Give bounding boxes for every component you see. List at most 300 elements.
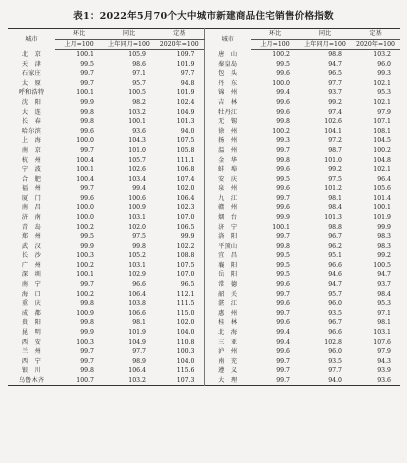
base-cell-right: 99.2 <box>377 252 391 260</box>
yoy-cell-right: 97.2 <box>328 137 342 145</box>
base-cell-right: 104.5 <box>373 137 391 145</box>
yoy-cell-left: 100.6 <box>128 194 146 202</box>
city-cell-right: 烟 台 <box>204 213 251 223</box>
yoy-cell-left: 100.1 <box>128 118 146 126</box>
base-cell-left: 107.0 <box>176 271 195 279</box>
mom-cell-right: 99.5 <box>276 252 290 260</box>
city-cell-left: 长 春 <box>21 118 42 126</box>
mom-cell-left: 99.7 <box>80 79 94 87</box>
mom-cell-right: 99.7 <box>276 194 290 202</box>
city-cell-left: 贵 阳 <box>21 319 42 327</box>
city-cell-right: 赣 州 <box>204 203 251 213</box>
base-cell-right: 98.1 <box>377 319 391 327</box>
yoy-cell-right: 97.5 <box>328 175 342 183</box>
city-cell-right: 蚌 埠 <box>204 165 251 175</box>
base-cell-right: 107.6 <box>373 338 391 346</box>
yoy-cell-right: 104.1 <box>324 127 342 135</box>
city-cell-right: 宜 昌 <box>204 251 251 261</box>
mom-cell-right: 99.6 <box>276 281 290 289</box>
mom-cell-right: 99.7 <box>276 290 290 298</box>
table-row <box>8 127 400 137</box>
base-cell-left: 106.8 <box>176 166 195 174</box>
yoy-cell-right: 94.7 <box>328 60 342 68</box>
base-cell-left: 115.6 <box>176 367 195 375</box>
mom-cell-left: 99.7 <box>80 146 94 154</box>
yoy-cell-right: 93.7 <box>328 89 342 97</box>
base-cell-left: 102.0 <box>176 319 195 327</box>
yoy-cell-left: 103.2 <box>128 108 146 116</box>
mom-header-right: 环比 <box>251 29 299 40</box>
mom-cell-right: 100.2 <box>272 127 290 135</box>
city-cell-right: 徐 州 <box>204 127 251 137</box>
base-cell-left: 102.4 <box>176 99 195 107</box>
base-cell-right: 100.1 <box>373 204 391 212</box>
table-row <box>8 203 400 213</box>
mom-cell-left: 100.3 <box>76 252 94 260</box>
yoy-sub-right: 上年同月=100 <box>299 39 351 50</box>
mom-cell-right: 99.8 <box>276 156 290 164</box>
mom-cell-right: 99.4 <box>276 328 290 336</box>
base-header-left: 定基 <box>155 29 204 40</box>
yoy-cell-left: 101.0 <box>128 146 146 154</box>
base-cell-left: 94.8 <box>180 79 195 87</box>
city-cell-left: 哈尔滨 <box>21 127 42 135</box>
table-row <box>8 357 400 367</box>
table-row <box>8 232 400 242</box>
yoy-cell-left: 103.1 <box>128 261 146 269</box>
table-row <box>8 117 400 127</box>
base-cell-left: 101.9 <box>176 89 195 97</box>
city-cell-right: 锦 州 <box>204 88 251 98</box>
yoy-cell-right: 98.8 <box>328 51 342 59</box>
base-cell-right: 95.3 <box>377 89 391 97</box>
mom-cell-right: 99.4 <box>276 338 290 346</box>
city-cell-left: 郑 州 <box>21 233 42 241</box>
yoy-cell-right: 96.6 <box>328 328 342 336</box>
mom-cell-left: 99.8 <box>80 319 94 327</box>
yoy-cell-right: 97.7 <box>328 79 342 87</box>
base-cell-right: 98.3 <box>377 233 391 241</box>
base-cell-right: 104.8 <box>373 156 391 164</box>
mom-cell-left: 99.7 <box>80 70 94 78</box>
mom-cell-left: 99.5 <box>80 60 94 68</box>
base-sub-left: 2020年=100 <box>155 39 204 50</box>
table-row <box>8 184 400 194</box>
mom-cell-left: 100.2 <box>76 223 94 231</box>
city-cell-right: 平顶山 <box>204 242 251 252</box>
table-row <box>8 366 400 376</box>
yoy-header-left: 同比 <box>103 29 155 40</box>
city-cell-right: 包 头 <box>204 69 251 79</box>
yoy-cell-right: 98.4 <box>328 204 342 212</box>
mom-cell-right: 100.2 <box>272 51 290 59</box>
base-cell-right: 97.1 <box>377 309 391 317</box>
base-cell-right: 101.4 <box>373 194 391 202</box>
yoy-cell-left: 105.7 <box>128 156 146 164</box>
table-row <box>8 136 400 146</box>
yoy-cell-right: 96.0 <box>328 348 342 356</box>
mom-cell-left: 99.8 <box>80 367 94 375</box>
city-cell-right: 惠 州 <box>204 309 251 319</box>
yoy-cell-left: 93.6 <box>132 127 146 135</box>
yoy-cell-right: 99.2 <box>328 99 342 107</box>
city-cell-right: 秦皇岛 <box>204 60 251 70</box>
base-cell-right: 99.3 <box>377 70 391 78</box>
city-cell-right: 大 理 <box>204 376 251 386</box>
city-cell-left: 合 肥 <box>21 175 42 183</box>
base-cell-right: 96.4 <box>377 175 391 183</box>
city-cell-left: 沈 阳 <box>21 99 42 107</box>
city-cell-right: 无 锡 <box>204 117 251 127</box>
yoy-cell-left: 99.4 <box>132 185 146 193</box>
yoy-sub-left: 上年同月=100 <box>103 39 155 50</box>
mom-cell-left: 99.7 <box>80 348 94 356</box>
yoy-cell-left: 106.4 <box>128 290 146 298</box>
base-cell-left: 107.3 <box>176 376 195 384</box>
city-cell-left: 南 京 <box>21 146 42 154</box>
table-row <box>8 146 400 156</box>
yoy-cell-left: 105.9 <box>128 51 146 59</box>
yoy-cell-left: 98.2 <box>132 99 146 107</box>
mom-cell-right: 99.3 <box>276 137 290 145</box>
base-cell-left: 107.0 <box>176 213 195 221</box>
table-row <box>8 175 400 185</box>
city-cell-left: 太 原 <box>21 79 42 87</box>
yoy-cell-left: 104.3 <box>128 137 146 145</box>
city-cell-left: 天 津 <box>21 60 42 68</box>
city-cell-right: 安 庆 <box>204 175 251 185</box>
city-cell-left: 重 庆 <box>21 300 42 308</box>
mom-cell-left: 100.2 <box>76 290 94 298</box>
table-body <box>8 50 400 386</box>
city-cell-right: 扬 州 <box>204 136 251 146</box>
base-cell-right: 100.2 <box>373 146 391 154</box>
base-cell-left: 96.5 <box>180 281 195 289</box>
mom-cell-right: 99.6 <box>276 108 290 116</box>
mom-cell-left: 99.9 <box>80 242 94 250</box>
base-cell-right: 97.9 <box>377 348 391 356</box>
mom-cell-left: 100.4 <box>76 175 94 183</box>
city-cell-left: 大 连 <box>21 108 42 116</box>
mom-cell-left: 99.6 <box>80 127 94 135</box>
yoy-cell-right: 96.7 <box>328 319 342 327</box>
base-cell-left: 106.4 <box>176 194 195 202</box>
city-cell-right: 湛 江 <box>204 299 251 309</box>
mom-cell-right: 99.6 <box>276 70 290 78</box>
table-row <box>8 98 400 108</box>
base-cell-right: 102.1 <box>373 79 391 87</box>
yoy-cell-right: 97.7 <box>328 367 342 375</box>
table-row <box>8 156 400 166</box>
base-cell-left: 110.8 <box>176 338 195 346</box>
table-row <box>8 251 400 261</box>
mom-cell-right: 99.6 <box>276 300 290 308</box>
yoy-cell-right: 93.5 <box>328 309 342 317</box>
city-cell-right: 吉 林 <box>204 98 251 108</box>
table-row <box>8 108 400 118</box>
mom-cell-left: 99.6 <box>80 194 94 202</box>
base-cell-left: 94.0 <box>180 127 195 135</box>
table-row <box>8 261 400 271</box>
city-cell-right: 韶 关 <box>204 290 251 300</box>
table-row <box>8 328 400 338</box>
yoy-cell-right: 96.6 <box>328 261 342 269</box>
mom-cell-left: 99.9 <box>80 328 94 336</box>
mom-cell-right: 99.4 <box>276 89 290 97</box>
base-cell-right: 97.9 <box>377 108 391 116</box>
base-cell-right: 95.3 <box>377 300 391 308</box>
yoy-cell-left: 102.6 <box>128 166 146 174</box>
city-header-right: 城市 <box>204 29 251 50</box>
mom-cell-right: 99.8 <box>276 242 290 250</box>
yoy-cell-right: 96.0 <box>328 300 342 308</box>
base-cell-left: 106.5 <box>176 223 195 231</box>
table-row <box>8 79 400 89</box>
yoy-cell-left: 98.1 <box>132 319 146 327</box>
base-cell-right: 100.5 <box>373 261 391 269</box>
table-row <box>8 223 400 233</box>
yoy-cell-left: 105.2 <box>128 252 146 260</box>
city-header-left: 城市 <box>25 35 38 43</box>
city-cell-right: 温 州 <box>204 146 251 156</box>
city-cell-right: 岳 阳 <box>204 270 251 280</box>
yoy-cell-left: 102.9 <box>128 271 146 279</box>
mom-header-left: 环比 <box>55 29 103 40</box>
mom-cell-right: 99.7 <box>276 376 290 384</box>
city-cell-left: 杭 州 <box>21 156 42 164</box>
base-cell-left: 115.0 <box>176 309 195 317</box>
yoy-cell-right: 102.6 <box>324 118 342 126</box>
table-row <box>8 88 400 98</box>
table-row <box>8 69 400 79</box>
mom-cell-left: 100.1 <box>76 271 94 279</box>
base-cell-left: 107.4 <box>176 175 195 183</box>
table-row <box>8 242 400 252</box>
mom-cell-right: 99.7 <box>276 309 290 317</box>
city-cell-right: 牡丹江 <box>204 108 251 118</box>
city-cell-right: 泸 州 <box>204 347 251 357</box>
table-row <box>8 309 400 319</box>
base-cell-left: 104.0 <box>176 328 195 336</box>
mom-cell-right: 99.7 <box>276 357 290 365</box>
yoy-cell-left: 103.2 <box>128 376 146 384</box>
yoy-cell-left: 103.4 <box>128 175 146 183</box>
base-sub-right: 2020年=100 <box>351 39 400 50</box>
base-cell-right: 93.7 <box>377 281 391 289</box>
table-row <box>8 338 400 348</box>
yoy-cell-left: 97.5 <box>132 233 146 241</box>
city-cell-right: 三 亚 <box>204 338 251 348</box>
city-cell-right: 金 华 <box>204 156 251 166</box>
city-cell-left: 宁 波 <box>21 166 42 174</box>
mom-cell-left: 100.0 <box>76 204 94 212</box>
city-cell-left: 南 昌 <box>21 204 42 212</box>
mom-cell-right: 99.5 <box>276 271 290 279</box>
city-cell-left: 济 南 <box>21 213 42 221</box>
base-cell-left: 111.1 <box>176 156 195 164</box>
table-row <box>8 318 400 328</box>
yoy-cell-right: 94.7 <box>328 281 342 289</box>
table-title: 表1：2022年5月70个大中城市新建商品住宅销售价格指数 <box>73 11 334 22</box>
base-cell-left: 100.3 <box>176 348 195 356</box>
mom-cell-left: 100.1 <box>76 89 94 97</box>
yoy-cell-left: 98.6 <box>132 60 146 68</box>
mom-cell-left: 99.8 <box>80 118 94 126</box>
city-cell-left: 海 口 <box>21 290 42 298</box>
base-cell-right: 105.6 <box>373 185 391 193</box>
yoy-cell-left: 95.7 <box>132 79 146 87</box>
yoy-cell-right: 95.1 <box>328 252 342 260</box>
mom-cell-right: 99.5 <box>276 60 290 68</box>
yoy-cell-left: 100.9 <box>128 204 146 212</box>
city-cell-left: 乌鲁木齐 <box>18 376 45 384</box>
yoy-cell-right: 94.0 <box>328 376 342 384</box>
yoy-cell-left: 102.0 <box>128 223 146 231</box>
base-cell-left: 102.0 <box>176 185 195 193</box>
yoy-cell-left: 98.9 <box>132 357 146 365</box>
mom-cell-left: 100.1 <box>76 166 94 174</box>
mom-cell-right: 100.0 <box>272 79 290 87</box>
mom-cell-right: 99.6 <box>276 99 290 107</box>
table-row <box>8 60 400 70</box>
mom-cell-right: 99.6 <box>276 204 290 212</box>
mom-cell-left: 99.7 <box>80 185 94 193</box>
base-cell-left: 108.8 <box>176 252 195 260</box>
table-row <box>8 213 400 223</box>
yoy-cell-right: 96.7 <box>328 233 342 241</box>
city-cell-left: 北 京 <box>21 50 42 58</box>
table-row <box>8 299 400 309</box>
yoy-cell-right: 101.0 <box>324 156 342 164</box>
mom-cell-right: 99.9 <box>276 213 290 221</box>
base-cell-right: 103.2 <box>373 51 391 59</box>
mom-cell-right: 99.7 <box>276 367 290 375</box>
mom-cell-left: 99.8 <box>80 108 94 116</box>
base-cell-left: 109.7 <box>176 51 195 59</box>
mom-cell-left: 99.7 <box>80 357 94 365</box>
city-cell-right: 常 德 <box>204 280 251 290</box>
mom-cell-right: 99.7 <box>276 146 290 154</box>
city-cell-right: 泉 州 <box>204 184 251 194</box>
city-cell-left: 银 川 <box>21 367 42 375</box>
yoy-cell-left: 100.5 <box>128 89 146 97</box>
city-cell-right: 桂 林 <box>204 318 251 328</box>
mom-sub-right: 上月=100 <box>251 39 299 50</box>
city-cell-right: 九 江 <box>204 194 251 204</box>
mom-cell-left: 100.9 <box>76 309 94 317</box>
city-cell-left: 兰 州 <box>21 348 42 356</box>
mom-cell-left: 100.3 <box>76 338 94 346</box>
base-header-right: 定基 <box>351 29 400 40</box>
base-cell-right: 102.1 <box>373 166 391 174</box>
table-row <box>8 376 400 386</box>
yoy-cell-right: 98.1 <box>328 194 342 202</box>
yoy-cell-right: 96.5 <box>328 70 342 78</box>
city-cell-right: 襄 阳 <box>204 261 251 271</box>
yoy-cell-right: 98.8 <box>328 223 342 231</box>
mom-cell-right: 99.5 <box>276 175 290 183</box>
city-cell-left: 福 州 <box>21 185 42 193</box>
yoy-cell-left: 104.9 <box>128 338 146 346</box>
base-cell-right: 94.3 <box>377 357 391 365</box>
city-cell-left: 上 海 <box>21 137 42 145</box>
mom-cell-right: 99.7 <box>276 233 290 241</box>
yoy-cell-left: 101.9 <box>128 328 146 336</box>
city-cell-right: 遵 义 <box>204 366 251 376</box>
mom-cell-left: 100.2 <box>76 261 94 269</box>
mom-cell-left: 100.0 <box>76 213 94 221</box>
base-cell-left: 101.9 <box>176 60 195 68</box>
base-cell-left: 101.3 <box>176 118 195 126</box>
city-cell-left: 广 州 <box>21 261 42 269</box>
yoy-cell-right: 101.2 <box>324 185 342 193</box>
mom-cell-left: 99.9 <box>80 99 94 107</box>
mom-cell-right: 99.6 <box>276 185 290 193</box>
city-cell-left: 西 安 <box>21 338 42 346</box>
yoy-header-right: 同比 <box>299 29 351 40</box>
mom-cell-right: 99.8 <box>276 118 290 126</box>
yoy-cell-left: 103.1 <box>128 213 146 221</box>
base-cell-right: 93.9 <box>377 367 391 375</box>
yoy-cell-left: 97.7 <box>132 348 146 356</box>
yoy-cell-right: 99.2 <box>328 166 342 174</box>
mom-cell-left: 99.5 <box>80 233 94 241</box>
city-cell-left: 南 宁 <box>21 281 42 289</box>
table-row <box>8 347 400 357</box>
table-row <box>8 290 400 300</box>
yoy-cell-left: 106.6 <box>128 309 146 317</box>
base-cell-left: 104.0 <box>176 357 195 365</box>
mom-cell-left: 100.0 <box>76 137 94 145</box>
mom-cell-left: 100.4 <box>76 156 94 164</box>
yoy-cell-right: 94.6 <box>328 271 342 279</box>
table-row <box>8 165 400 175</box>
base-cell-left: 112.1 <box>176 290 195 298</box>
city-cell-left: 成 都 <box>21 309 42 317</box>
base-cell-right: 107.1 <box>373 118 391 126</box>
mom-cell-left: 100.7 <box>76 376 94 384</box>
base-cell-left: 111.5 <box>176 300 195 308</box>
yoy-cell-right: 95.7 <box>328 290 342 298</box>
yoy-cell-right: 98.7 <box>328 146 342 154</box>
base-cell-right: 108.1 <box>373 127 391 135</box>
table-row <box>8 50 400 60</box>
yoy-cell-left: 103.8 <box>128 300 146 308</box>
city-cell-left: 昆 明 <box>21 328 42 336</box>
yoy-cell-left: 97.1 <box>132 70 146 78</box>
mom-cell-right: 99.6 <box>276 319 290 327</box>
mom-cell-right: 99.6 <box>276 166 290 174</box>
base-cell-left: 102.3 <box>176 204 195 212</box>
base-cell-left: 102.2 <box>176 242 195 250</box>
base-cell-right: 96.0 <box>377 60 391 68</box>
city-cell-left: 呼和浩特 <box>18 89 45 97</box>
table-row <box>8 280 400 290</box>
base-cell-right: 93.6 <box>377 376 391 384</box>
mom-cell-right: 99.6 <box>276 348 290 356</box>
city-cell-left: 青 岛 <box>21 223 42 231</box>
yoy-cell-left: 99.8 <box>132 242 146 250</box>
city-cell-right: 南 充 <box>204 357 251 367</box>
mom-cell-left: 99.7 <box>80 281 94 289</box>
yoy-cell-left: 96.6 <box>132 281 146 289</box>
city-cell-right: 北 海 <box>204 328 251 338</box>
base-cell-left: 105.8 <box>176 146 195 154</box>
city-cell-left: 厦 门 <box>21 194 42 202</box>
base-cell-left: 99.9 <box>180 233 195 241</box>
yoy-cell-right: 96.2 <box>328 242 342 250</box>
mom-cell-left: 100.1 <box>76 51 94 59</box>
